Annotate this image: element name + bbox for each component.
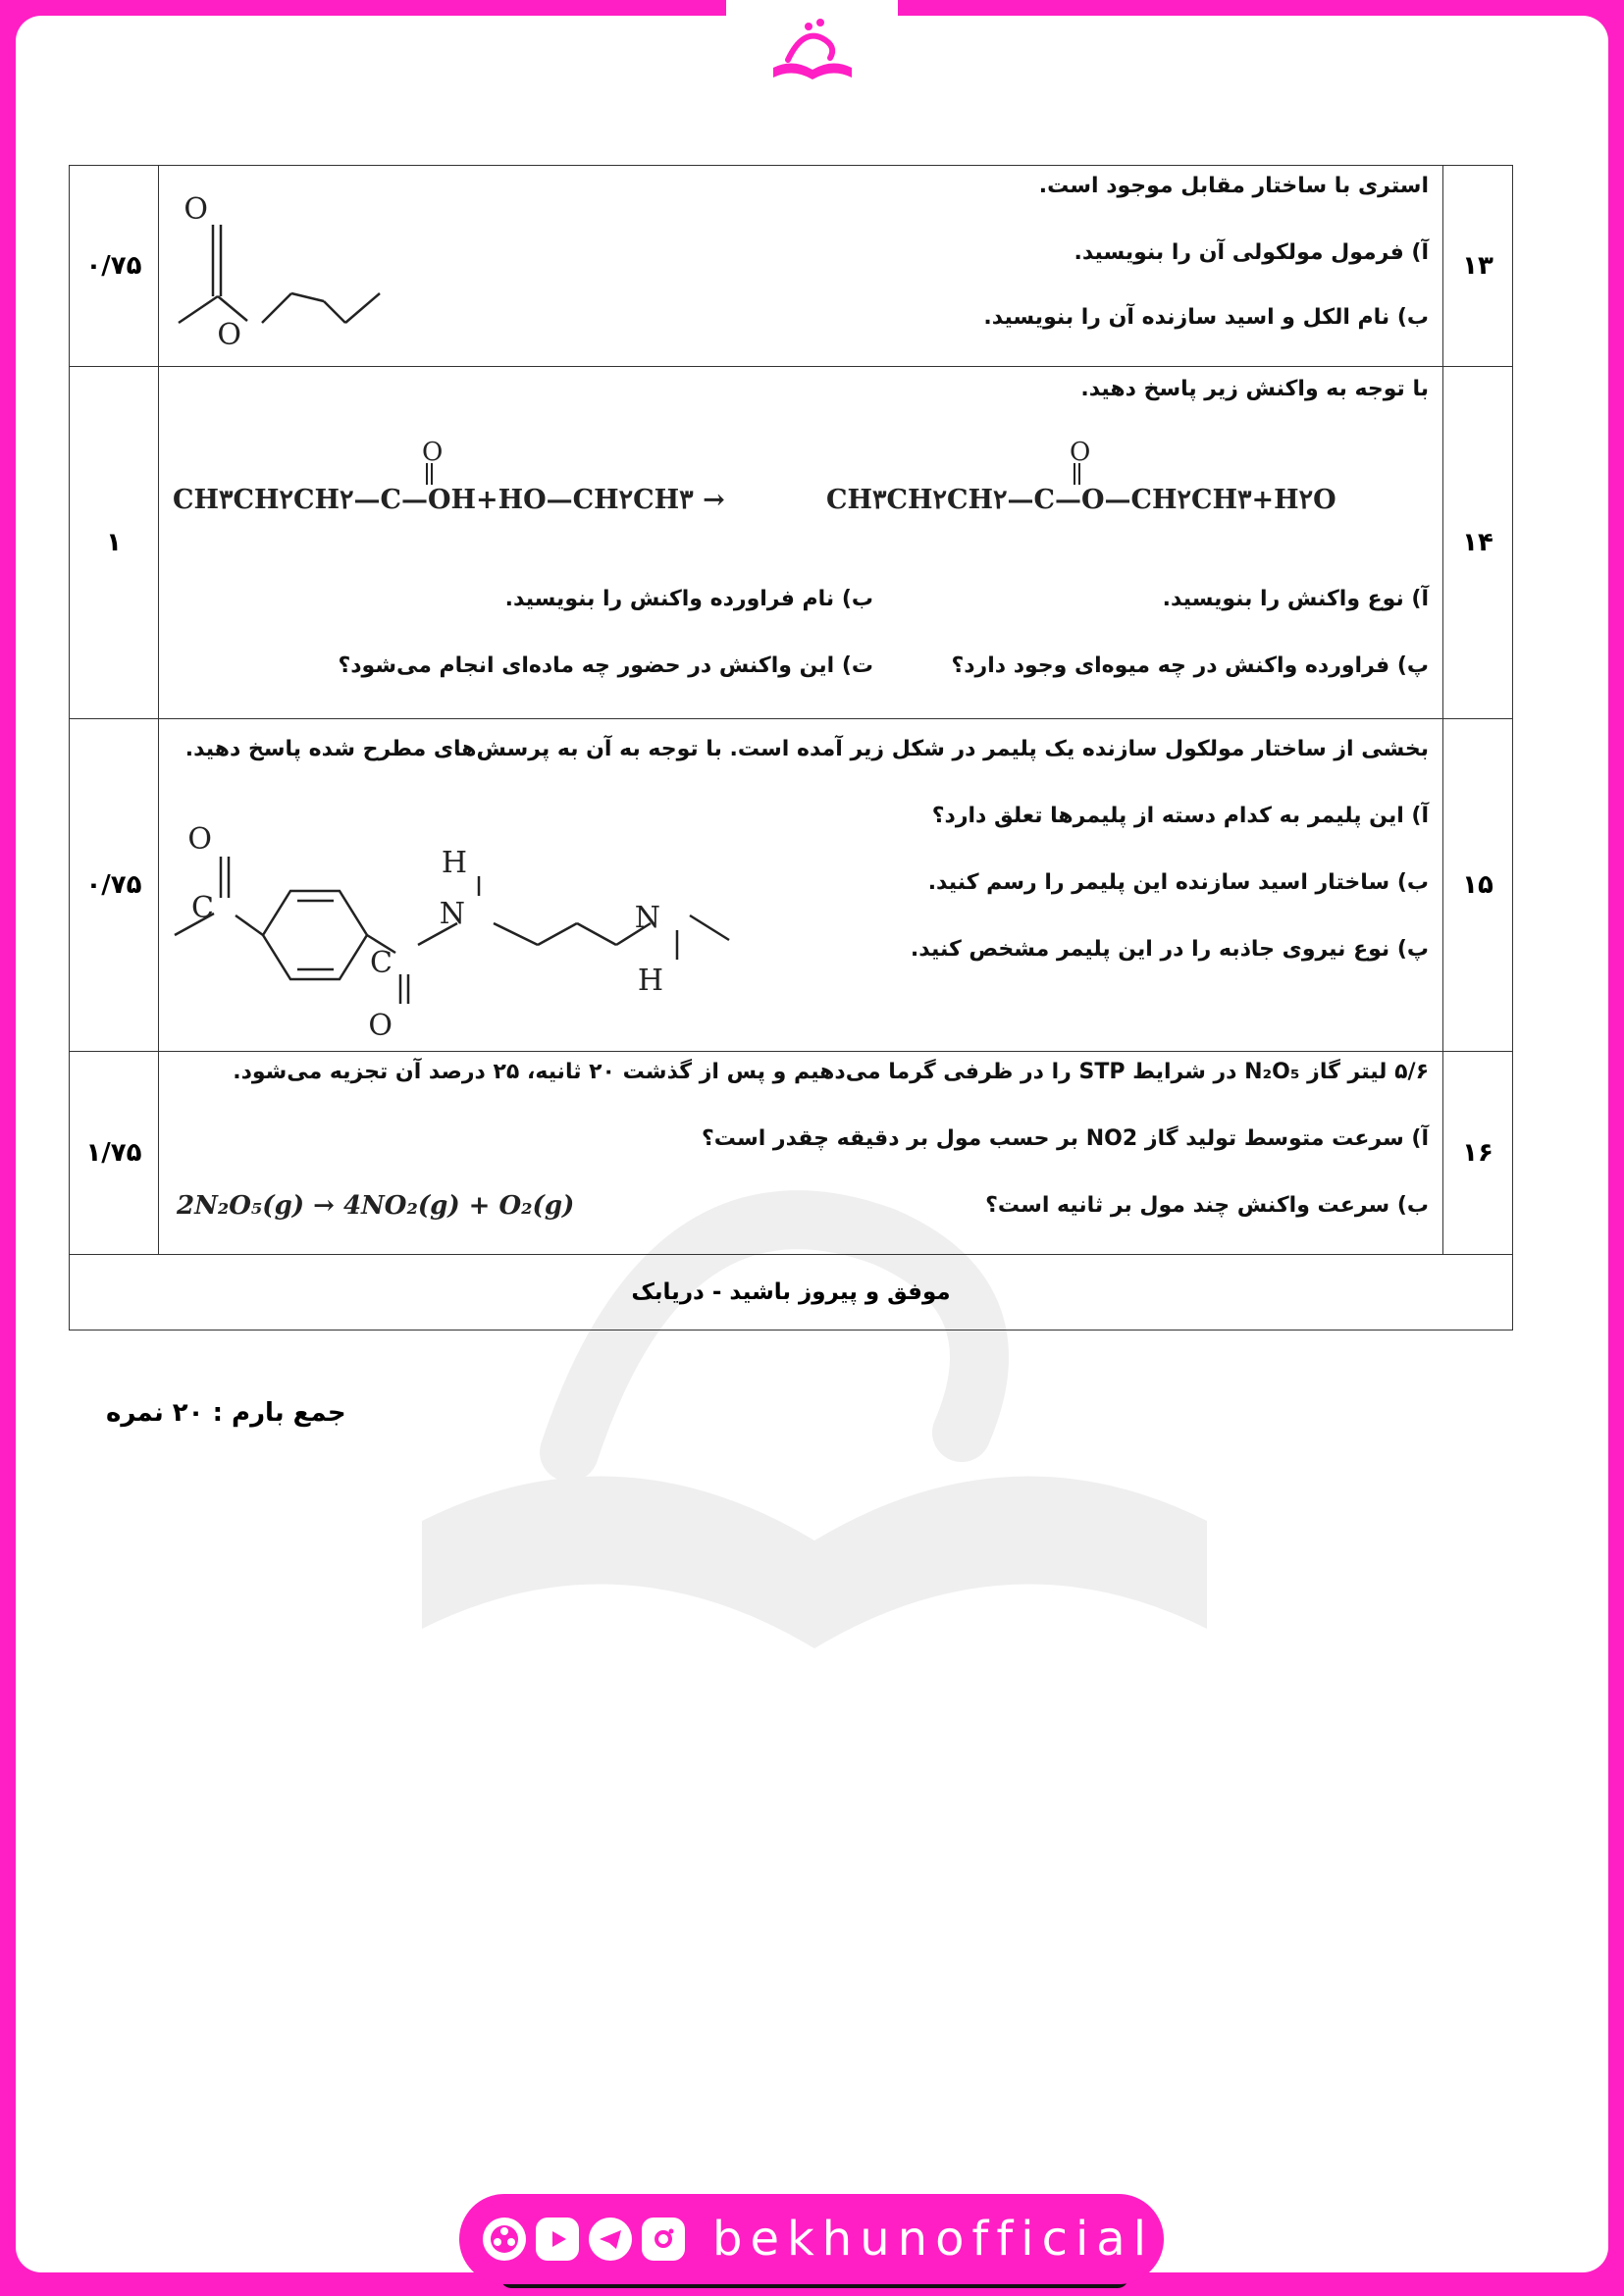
question-score: ۱ — [70, 367, 159, 719]
question-content — [159, 719, 1443, 1052]
user-icon — [1544, 19, 1602, 88]
question-text: بخشی از ساختار مولکول سازنده یک پلیمر در شکل زیر آمده است. با توجه به آن به پرسش‌های مطرح شده پاسخ دهید. — [184, 737, 1429, 761]
question-number: ۱۶ — [1443, 1052, 1513, 1255]
ester-oxygen-link: O — [217, 318, 241, 352]
question-part-a: آ) سرعت متوسط تولید گاز NO2 بر حسب مول بر دقیقه چقدر است؟ — [702, 1126, 1429, 1151]
question-part-b: ب) نام الکل و اسید سازنده آن را بنویسید. — [983, 305, 1429, 330]
book-logo-icon — [754, 9, 871, 97]
question-part-a: آ) نوع واکنش را بنویسید. — [1162, 587, 1429, 611]
designer-name: طراح: ایمان دریابک — [1097, 26, 1530, 79]
film-reel-icon[interactable] — [483, 2218, 526, 2261]
ester-structure — [169, 185, 463, 352]
total-score: جمع بارم : ۲۰ نمره — [106, 1398, 346, 1428]
question-row-16 — [70, 1052, 1513, 1255]
closing-message: موفق و پیروز باشید - دریابک — [70, 1255, 1513, 1331]
youtube-icon[interactable] — [536, 2218, 579, 2261]
reaction-left: CH۳CH۲CH۲—C—OH+HO—CH۲CH۳ → — [173, 485, 725, 515]
social-handle[interactable]: bekhunofficial — [712, 2212, 1155, 2267]
reaction-right: CH۳CH۲CH۲—C—O—CH۲CH۳+H۲O — [826, 485, 1336, 515]
telegram-icon[interactable] — [589, 2218, 632, 2261]
footer-row — [70, 1255, 1513, 1331]
question-row-14 — [70, 367, 1513, 719]
question-content — [159, 1052, 1443, 1255]
question-score: ۰/۷۵ — [70, 166, 159, 367]
atom-h-amine: H — [637, 964, 663, 998]
question-number: ۱۳ — [1443, 166, 1513, 367]
atom-n-amide: N — [439, 897, 465, 931]
question-part-c: پ) نوع نیروی جاذبه را در این پلیمر مشخص کنید. — [910, 937, 1429, 962]
double-bond-left — [426, 463, 433, 485]
social-bar — [459, 2194, 1164, 2284]
question-part-c: پ) فراورده واکنش در چه میوه‌ای وجود دارد؟ — [951, 653, 1429, 678]
question-score: ۰/۷۵ — [70, 719, 159, 1052]
instagram-icon[interactable] — [642, 2218, 685, 2261]
questions-table — [69, 165, 1513, 1331]
question-part-b: ب) نام فراورده واکنش را بنویسید. — [504, 587, 873, 611]
carbonyl-oxygen-right: O — [1070, 438, 1091, 467]
globe-icon — [22, 17, 82, 90]
question-content — [159, 166, 1443, 367]
atom-c-amide: C — [370, 946, 393, 980]
question-part-a: آ) فرمول مولکولی آن را بنویسید. — [1074, 240, 1429, 265]
designer-credit — [1097, 18, 1602, 88]
carbonyl-oxygen-left: O — [422, 438, 444, 467]
site-link[interactable] — [22, 18, 617, 88]
atom-h-amide: H — [441, 846, 467, 880]
double-bond-right — [1074, 463, 1080, 485]
atom-c-ketone: C — [191, 891, 214, 925]
atom-o-ketone: O — [187, 822, 212, 857]
question-part-d: ت) این واکنش در حضور چه ماده‌ای انجام می‌شود؟ — [338, 653, 873, 678]
polymer-structure — [165, 808, 773, 1043]
atom-o-amide: O — [368, 1009, 393, 1043]
question-part-b: ب) ساختار اسید سازنده این پلیمر را رسم کنید. — [927, 870, 1429, 895]
question-row-13 — [70, 166, 1513, 367]
question-text: با توجه به واکنش زیر پاسخ دهید. — [1080, 377, 1429, 401]
ester-oxygen-carbonyl: O — [183, 192, 208, 227]
question-content — [159, 367, 1443, 719]
question-number: ۱۴ — [1443, 367, 1513, 719]
question-score: ۱/۷۵ — [70, 1052, 159, 1255]
reaction-equation: 2N₂O₅(g) → 4NO₂(g) + O₂(g) — [177, 1191, 575, 1221]
question-part-a: آ) این پلیمر به کدام دسته از پلیمرها تعلق دارد؟ — [931, 804, 1429, 828]
question-text: استری با ساختار مقابل موجود است. — [1038, 174, 1429, 198]
question-text: ۵/۶ لیتر گاز N₂O₅ در شرایط STP را در ظرفی گرما می‌دهیم و پس از گذشت ۲۰ ثانیه، ۲۵ درصد آن تجزیه می‌شود. — [233, 1060, 1429, 1084]
question-number: ۱۵ — [1443, 719, 1513, 1052]
question-part-b: ب) سرعت واکنش چند مول بر ثانیه است؟ — [985, 1193, 1429, 1218]
question-row-15 — [70, 719, 1513, 1052]
site-url: www.bekhun.com — [94, 24, 618, 82]
atom-n-amine: N — [634, 901, 660, 935]
